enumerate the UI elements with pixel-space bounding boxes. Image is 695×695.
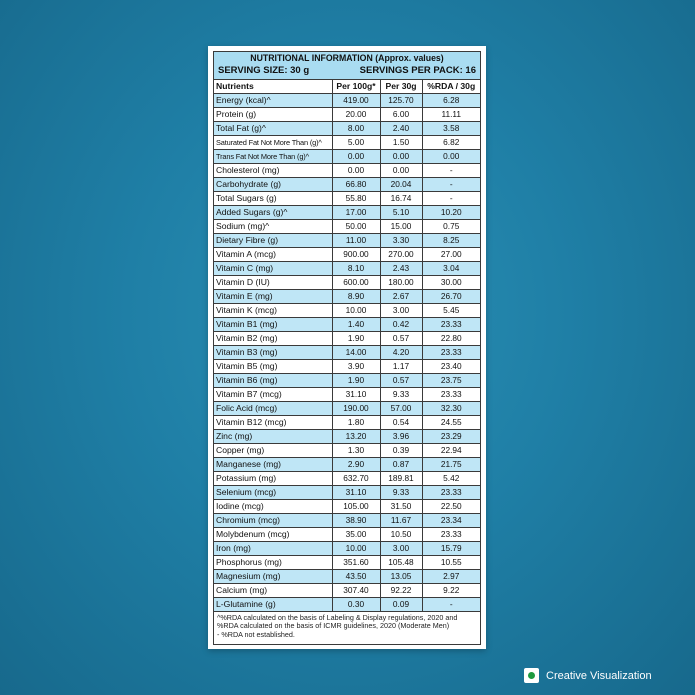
value-rda: 22.50 [422, 500, 480, 514]
value-per-30g: 3.96 [380, 430, 422, 444]
value-rda: 22.94 [422, 444, 480, 458]
nutrient-name: Vitamin B7 (mcg) [214, 388, 332, 402]
table-header-row [214, 80, 480, 94]
value-rda: 23.29 [422, 430, 480, 444]
nutrient-name: Manganese (mg) [214, 458, 332, 472]
value-per-30g: 4.20 [380, 346, 422, 360]
value-rda: 9.22 [422, 584, 480, 598]
table-row [214, 584, 480, 598]
nutrient-name: Iron (mg) [214, 542, 332, 556]
table-row [214, 248, 480, 262]
table-row [214, 570, 480, 584]
nutrition-table [214, 80, 480, 612]
value-per-30g: 270.00 [380, 248, 422, 262]
value-per-30g: 0.87 [380, 458, 422, 472]
value-per-100g: 11.00 [332, 234, 380, 248]
value-per-100g: 190.00 [332, 402, 380, 416]
nutrient-name: Energy (kcal)^ [214, 94, 332, 108]
value-per-100g: 8.00 [332, 122, 380, 136]
table-row [214, 402, 480, 416]
nutrient-name: Vitamin A (mcg) [214, 248, 332, 262]
nutrient-name: Carbohydrate (g) [214, 178, 332, 192]
value-rda: 5.42 [422, 472, 480, 486]
table-row [214, 332, 480, 346]
value-per-100g: 1.30 [332, 444, 380, 458]
nutrient-name: Protein (g) [214, 108, 332, 122]
value-per-30g: 9.33 [380, 388, 422, 402]
table-row [214, 192, 480, 206]
value-per-100g: 900.00 [332, 248, 380, 262]
value-rda: 3.58 [422, 122, 480, 136]
value-per-100g: 600.00 [332, 276, 380, 290]
table-row [214, 542, 480, 556]
value-per-30g: 0.00 [380, 164, 422, 178]
value-per-30g: 0.42 [380, 318, 422, 332]
table-row [214, 262, 480, 276]
creative-visualization-badge [524, 668, 652, 683]
nutrient-name: L-Glutamine (g) [214, 598, 332, 612]
value-rda: 23.33 [422, 528, 480, 542]
value-per-100g: 1.40 [332, 318, 380, 332]
value-per-30g: 92.22 [380, 584, 422, 598]
value-rda: 23.33 [422, 388, 480, 402]
value-per-100g: 2.90 [332, 458, 380, 472]
value-rda: 8.25 [422, 234, 480, 248]
value-per-100g: 17.00 [332, 206, 380, 220]
column-header-per-30g: Per 30g [380, 80, 422, 94]
value-per-100g: 3.90 [332, 360, 380, 374]
value-rda: 21.75 [422, 458, 480, 472]
value-rda: 6.28 [422, 94, 480, 108]
value-per-100g: 0.30 [332, 598, 380, 612]
value-per-100g: 50.00 [332, 220, 380, 234]
table-row [214, 430, 480, 444]
table-row [214, 94, 480, 108]
nutrient-name: Vitamin B5 (mg) [214, 360, 332, 374]
value-rda: 11.11 [422, 108, 480, 122]
value-per-100g: 1.90 [332, 374, 380, 388]
value-rda: 23.33 [422, 346, 480, 360]
value-per-100g: 31.10 [332, 486, 380, 500]
nutrient-name: Saturated Fat Not More Than (g)^ [214, 136, 332, 150]
value-rda: 23.40 [422, 360, 480, 374]
column-header-per-100g: Per 100g* [332, 80, 380, 94]
value-per-100g: 38.90 [332, 514, 380, 528]
value-per-30g: 3.30 [380, 234, 422, 248]
value-per-100g: 5.00 [332, 136, 380, 150]
value-rda: 3.04 [422, 262, 480, 276]
table-row [214, 472, 480, 486]
column-header-rda: %RDA / 30g [422, 80, 480, 94]
nutrition-header [214, 52, 480, 80]
table-row [214, 164, 480, 178]
nutrient-name: Trans Fat Not More Than (g)^ [214, 150, 332, 164]
nutrient-name: Zinc (mg) [214, 430, 332, 444]
table-row [214, 458, 480, 472]
value-rda: - [422, 192, 480, 206]
value-per-100g: 14.00 [332, 346, 380, 360]
value-per-100g: 419.00 [332, 94, 380, 108]
value-per-30g: 0.54 [380, 416, 422, 430]
nutrient-name: Vitamin B3 (mg) [214, 346, 332, 360]
table-row [214, 178, 480, 192]
column-header-nutrients: Nutrients [214, 80, 332, 94]
nutrition-table-frame [213, 51, 481, 645]
value-per-100g: 1.80 [332, 416, 380, 430]
value-per-30g: 0.00 [380, 150, 422, 164]
value-per-100g: 351.60 [332, 556, 380, 570]
value-rda: 22.80 [422, 332, 480, 346]
value-per-30g: 5.10 [380, 206, 422, 220]
value-per-30g: 2.43 [380, 262, 422, 276]
table-row [214, 556, 480, 570]
value-per-30g: 31.50 [380, 500, 422, 514]
nutrient-name: Vitamin B6 (mg) [214, 374, 332, 388]
value-rda: 32.30 [422, 402, 480, 416]
value-per-30g: 9.33 [380, 486, 422, 500]
table-row [214, 444, 480, 458]
value-per-30g: 0.57 [380, 332, 422, 346]
value-per-30g: 3.00 [380, 542, 422, 556]
nutrition-label-panel [208, 46, 486, 649]
nutrient-name: Vitamin B12 (mcg) [214, 416, 332, 430]
value-rda: - [422, 178, 480, 192]
nutrient-name: Calcium (mg) [214, 584, 332, 598]
table-row [214, 290, 480, 304]
nutrient-name: Vitamin C (mg) [214, 262, 332, 276]
nutrition-title: NUTRITIONAL INFORMATION (Approx. values) [250, 53, 444, 64]
value-per-100g: 0.00 [332, 164, 380, 178]
table-row [214, 108, 480, 122]
value-rda: 5.45 [422, 304, 480, 318]
value-rda: 26.70 [422, 290, 480, 304]
value-per-30g: 0.09 [380, 598, 422, 612]
value-rda: - [422, 164, 480, 178]
value-rda: 15.79 [422, 542, 480, 556]
table-row [214, 136, 480, 150]
nutrient-name: Cholesterol (mg) [214, 164, 332, 178]
nutrient-name: Total Fat (g)^ [214, 122, 332, 136]
table-row [214, 416, 480, 430]
nutrient-name: Molybdenum (mcg) [214, 528, 332, 542]
value-per-30g: 189.81 [380, 472, 422, 486]
table-row [214, 388, 480, 402]
nutrient-name: Vitamin B1 (mg) [214, 318, 332, 332]
value-per-30g: 105.48 [380, 556, 422, 570]
nutrient-name: Potassium (mg) [214, 472, 332, 486]
value-per-100g: 1.90 [332, 332, 380, 346]
value-per-100g: 105.00 [332, 500, 380, 514]
value-per-100g: 0.00 [332, 150, 380, 164]
nutrient-name: Vitamin D (IU) [214, 276, 332, 290]
veg-mark-icon [524, 668, 539, 683]
value-per-30g: 57.00 [380, 402, 422, 416]
value-per-100g: 307.40 [332, 584, 380, 598]
table-row [214, 346, 480, 360]
footnotes [214, 612, 480, 639]
table-row [214, 318, 480, 332]
table-row [214, 234, 480, 248]
value-rda: 30.00 [422, 276, 480, 290]
value-per-30g: 0.39 [380, 444, 422, 458]
value-per-30g: 1.50 [380, 136, 422, 150]
nutrient-name: Iodine (mcg) [214, 500, 332, 514]
table-row [214, 486, 480, 500]
nutrient-name: Copper (mg) [214, 444, 332, 458]
value-rda: - [422, 598, 480, 612]
nutrient-name: Vitamin E (mg) [214, 290, 332, 304]
value-per-100g: 31.10 [332, 388, 380, 402]
nutrient-name: Vitamin K (mcg) [214, 304, 332, 318]
badge-text: Creative Visualization [546, 669, 652, 682]
value-per-30g: 2.40 [380, 122, 422, 136]
value-per-100g: 13.20 [332, 430, 380, 444]
value-per-30g: 20.04 [380, 178, 422, 192]
value-per-100g: 35.00 [332, 528, 380, 542]
table-row [214, 514, 480, 528]
value-per-30g: 13.05 [380, 570, 422, 584]
value-per-100g: 8.90 [332, 290, 380, 304]
table-row [214, 598, 480, 612]
value-rda: 0.75 [422, 220, 480, 234]
nutrient-name: Folic Acid (mcg) [214, 402, 332, 416]
value-per-30g: 15.00 [380, 220, 422, 234]
serving-size: SERVING SIZE: 30 g [218, 65, 310, 76]
nutrient-name: Sodium (mg)^ [214, 220, 332, 234]
value-per-30g: 1.17 [380, 360, 422, 374]
footnote-not-established: - %RDA not established. [217, 629, 295, 639]
table-row [214, 360, 480, 374]
value-per-100g: 43.50 [332, 570, 380, 584]
value-per-100g: 10.00 [332, 304, 380, 318]
value-rda: 23.33 [422, 486, 480, 500]
value-rda: 27.00 [422, 248, 480, 262]
value-per-30g: 180.00 [380, 276, 422, 290]
value-rda: 6.82 [422, 136, 480, 150]
value-per-100g: 10.00 [332, 542, 380, 556]
value-rda: 10.20 [422, 206, 480, 220]
footnote-rda-basis: ^%RDA calculated on the basis of Labeling & Display regulations, 2020 and %RDA calculated on the basis of ICMR guidelines, 2020 (Moderate Men) [217, 613, 458, 631]
value-per-100g: 55.80 [332, 192, 380, 206]
value-rda: 24.55 [422, 416, 480, 430]
value-per-30g: 3.00 [380, 304, 422, 318]
nutrient-name: Selenium (mcg) [214, 486, 332, 500]
table-row [214, 304, 480, 318]
servings-per-pack: SERVINGS PER PACK: 16 [359, 65, 476, 76]
value-per-30g: 16.74 [380, 192, 422, 206]
value-per-30g: 6.00 [380, 108, 422, 122]
nutrient-name: Phosphorus (mg) [214, 556, 332, 570]
nutrient-name: Chromium (mcg) [214, 514, 332, 528]
value-per-100g: 20.00 [332, 108, 380, 122]
nutrient-name: Added Sugars (g)^ [214, 206, 332, 220]
value-rda: 23.75 [422, 374, 480, 388]
value-per-100g: 8.10 [332, 262, 380, 276]
value-rda: 10.55 [422, 556, 480, 570]
table-row [214, 276, 480, 290]
serving-info [218, 65, 476, 77]
nutrient-name: Vitamin B2 (mg) [214, 332, 332, 346]
value-per-30g: 11.67 [380, 514, 422, 528]
value-per-30g: 2.67 [380, 290, 422, 304]
table-row [214, 220, 480, 234]
table-row [214, 150, 480, 164]
table-row [214, 206, 480, 220]
value-rda: 23.34 [422, 514, 480, 528]
value-per-100g: 66.80 [332, 178, 380, 192]
value-rda: 2.97 [422, 570, 480, 584]
value-per-30g: 0.57 [380, 374, 422, 388]
value-per-100g: 632.70 [332, 472, 380, 486]
table-row [214, 500, 480, 514]
value-per-30g: 10.50 [380, 528, 422, 542]
value-rda: 0.00 [422, 150, 480, 164]
table-row [214, 374, 480, 388]
table-row [214, 122, 480, 136]
nutrient-name: Total Sugars (g) [214, 192, 332, 206]
value-per-30g: 125.70 [380, 94, 422, 108]
value-rda: 23.33 [422, 318, 480, 332]
nutrient-name: Magnesium (mg) [214, 570, 332, 584]
table-row [214, 528, 480, 542]
nutrient-name: Dietary Fibre (g) [214, 234, 332, 248]
